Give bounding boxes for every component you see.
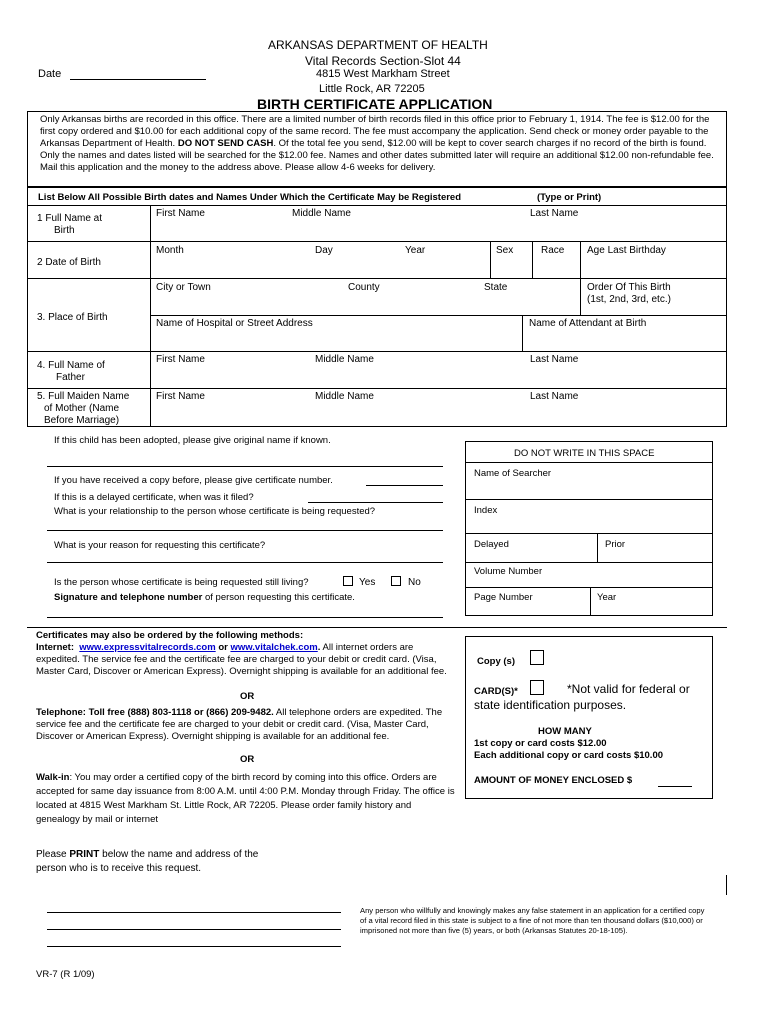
relationship-question: What is your relationship to the person whose certificate is being requested? [54,506,376,517]
row5-label-2: of Mother (Name [44,403,120,414]
full-name-at-birth-field[interactable] [151,220,726,240]
city-address: Little Rock, AR 72205 [319,83,425,95]
amount-enclosed-label: AMOUNT OF MONEY ENCLOSED $ [474,775,633,786]
or-divider-1: OR [240,691,255,702]
race-label: Race [541,245,565,256]
living-question: Is the person whose certificate is being requested still living? [54,577,309,588]
reason-question: What is your reason for requesting this certificate? [54,540,266,551]
living-yes-checkbox[interactable] [343,576,353,586]
birth-order-label: Order Of This Birth [587,282,671,293]
birth-last-name-label: Last Name [530,208,579,219]
row2-label: 2 Date of Birth [37,257,101,268]
city-town-label: City or Town [156,282,211,293]
state-label: State [484,282,508,293]
copy-count-box[interactable] [530,650,544,665]
print-instruction-2: person who is to receive this request. [36,863,202,874]
searcher-label: Name of Searcher [474,468,552,479]
row4-label-2: Father [56,372,85,383]
certificate-number-field[interactable] [366,485,443,486]
section-name: Vital Records Section-Slot 44 [305,54,461,68]
signature-label: Signature and telephone number of person requesting this certificate. [54,592,355,603]
penalty-warning: Any person who willfully and knowingly makes any false statement in an application for a certified copy of a vital record filed in this state is subject to a fine of not more than ten thousand dollars ($10,000) or imprisoned not more than five (5) years, or both (Arkansas Statutes 20-18-105). [360,906,705,935]
living-no-label: No [408,577,421,588]
adopted-name-field[interactable] [47,466,443,467]
delayed-question: If this is a delayed certificate, when was it filed? [54,492,254,503]
father-last-name-label: Last Name [530,354,579,365]
birth-order-hint: (1st, 2nd, 3rd, etc.) [587,294,671,305]
how-many-label: HOW MANY [538,726,592,737]
form-title: BIRTH CERTIFICATE APPLICATION [257,96,493,112]
copy-label: Copy (s) [477,656,515,667]
mother-middle-name-label: Middle Name [315,391,374,402]
street-address: 4815 West Markham Street [316,68,450,80]
birth-middle-name-label: Middle Name [292,208,351,219]
date-field[interactable] [70,79,206,80]
row4-label: 4. Full Name of [37,360,105,371]
amount-enclosed-field[interactable] [658,786,692,787]
father-middle-name-label: Middle Name [315,354,374,365]
prior-label: Prior [605,539,626,550]
mother-last-name-label: Last Name [530,391,579,402]
attendant-label: Name of Attendant at Birth [529,318,647,329]
hospital-label: Name of Hospital or Street Address [156,318,313,329]
row5-label-3: Before Marriage) [44,415,120,426]
form-id: VR-7 (R 1/09) [36,969,95,980]
first-copy-cost: 1st copy or card costs $12.00 [474,738,607,749]
living-yes-label: Yes [359,577,376,588]
adopted-question: If this child has been adopted, please give original name if known. [54,435,331,446]
cards-label: CARD(S)* [474,686,518,697]
relationship-field[interactable] [47,530,443,531]
not-valid-note: *Not valid for federal or [567,682,690,696]
office-year-label: Year [597,592,617,603]
type-or-print: (Type or Print) [537,192,602,203]
living-no-checkbox[interactable] [391,576,401,586]
table-header: List Below All Possible Birth dates and Names Under Which the Certificate May be Registered [38,192,462,203]
birth-first-name-label: First Name [156,208,205,219]
row3-label: 3. Place of Birth [37,312,108,323]
received-question: If you have received a copy before, please give certificate number. [54,475,333,486]
card-count-box[interactable] [530,680,544,695]
print-instruction: Please PRINT below the name and address of the [36,849,259,860]
sex-label: Sex [496,245,514,256]
reason-field[interactable] [47,562,443,563]
father-first-name-label: First Name [156,354,205,365]
office-use-title: DO NOT WRITE IN THIS SPACE [514,448,655,459]
recipient-name-field[interactable] [47,912,341,913]
year-label: Year [405,245,426,256]
age-label: Age Last Birthday [587,245,666,256]
month-label: Month [156,245,184,256]
internet-method: Internet: www.expressvitalrecords.com or www.vitalchek.com. All internet orders are expedited. The service fee and the certificate fee are charged to your debit or credit card. (Visa, Master Card, Discover or American Express). Overnight shipping is available for an additional fee. [36,642,447,677]
recipient-city-field[interactable] [47,946,341,947]
row5-label: 5. Full Maiden Name [37,391,130,402]
delayed-filed-field[interactable] [308,502,443,503]
page-number-label: Page Number [474,592,533,603]
signature-field[interactable] [47,617,443,618]
additional-copy-cost: Each additional copy or card costs $10.00 [474,750,664,761]
row1-label-2: Birth [54,225,75,236]
row1-label: 1 Full Name at [37,213,103,224]
date-label: Date [38,68,62,80]
department-name: ARKANSAS DEPARTMENT OF HEALTH [268,38,488,52]
vitalchek-link[interactable]: www.vitalchek.com [230,642,318,653]
methods-heading: Certificates may also be ordered by the following methods: [36,630,304,641]
telephone-method: Telephone: Toll free (888) 803-1118 or (866) 209-9482. All telephone orders are expedited. The service fee and the certificate fee are charged to your debit or credit card. (Visa, Master Card, Discover or American Express). Overnight shipping is available for an additional fee. [36,707,443,742]
or-divider-2: OR [240,754,255,765]
day-label: Day [315,245,333,256]
intro-text: Only Arkansas births are recorded in this office. There are a limited number of birth records filed in this office prior to February 1, 1914. The fee is $12.00 for the first copy ordered and $10.00 for each additional copy of the same record. The fee must accompany the application. Send check or money order payable to the Arkansas Department of Health. DO NOT SEND CASH. Of the total fee you send, $12.00 will be kept to cover search charges if no record of the birth is found. Only the names and dates listed will be searched for the $12.00 fee. Names and other dates submitted later will require an additional $12.00 non-refundable fee. Mail this application and the money to the address above. Please allow 4-6 weeks for delivery. [40,114,714,173]
delayed-office-label: Delayed [474,539,509,550]
recipient-address-field[interactable] [47,929,341,930]
index-label: Index [474,505,498,516]
volume-label: Volume Number [474,566,543,577]
not-valid-note-2: state identification purposes. [474,698,627,712]
walk-in-method: Walk-in: You may order a certified copy of the birth record by coming into this office. Orders are accepted for same day issuance from 8:00 A.M. until 4:00 P.M. Monday through Friday. The office is located at 4815 West Markham St. Little Rock, AR 72205. Please order family history and genealogy by mail or internet [36,772,455,825]
county-label: County [348,282,380,293]
expressvitalrecords-link[interactable]: www.expressvitalrecords.com [79,642,216,653]
mother-first-name-label: First Name [156,391,205,402]
date-of-birth-field[interactable] [151,257,489,277]
